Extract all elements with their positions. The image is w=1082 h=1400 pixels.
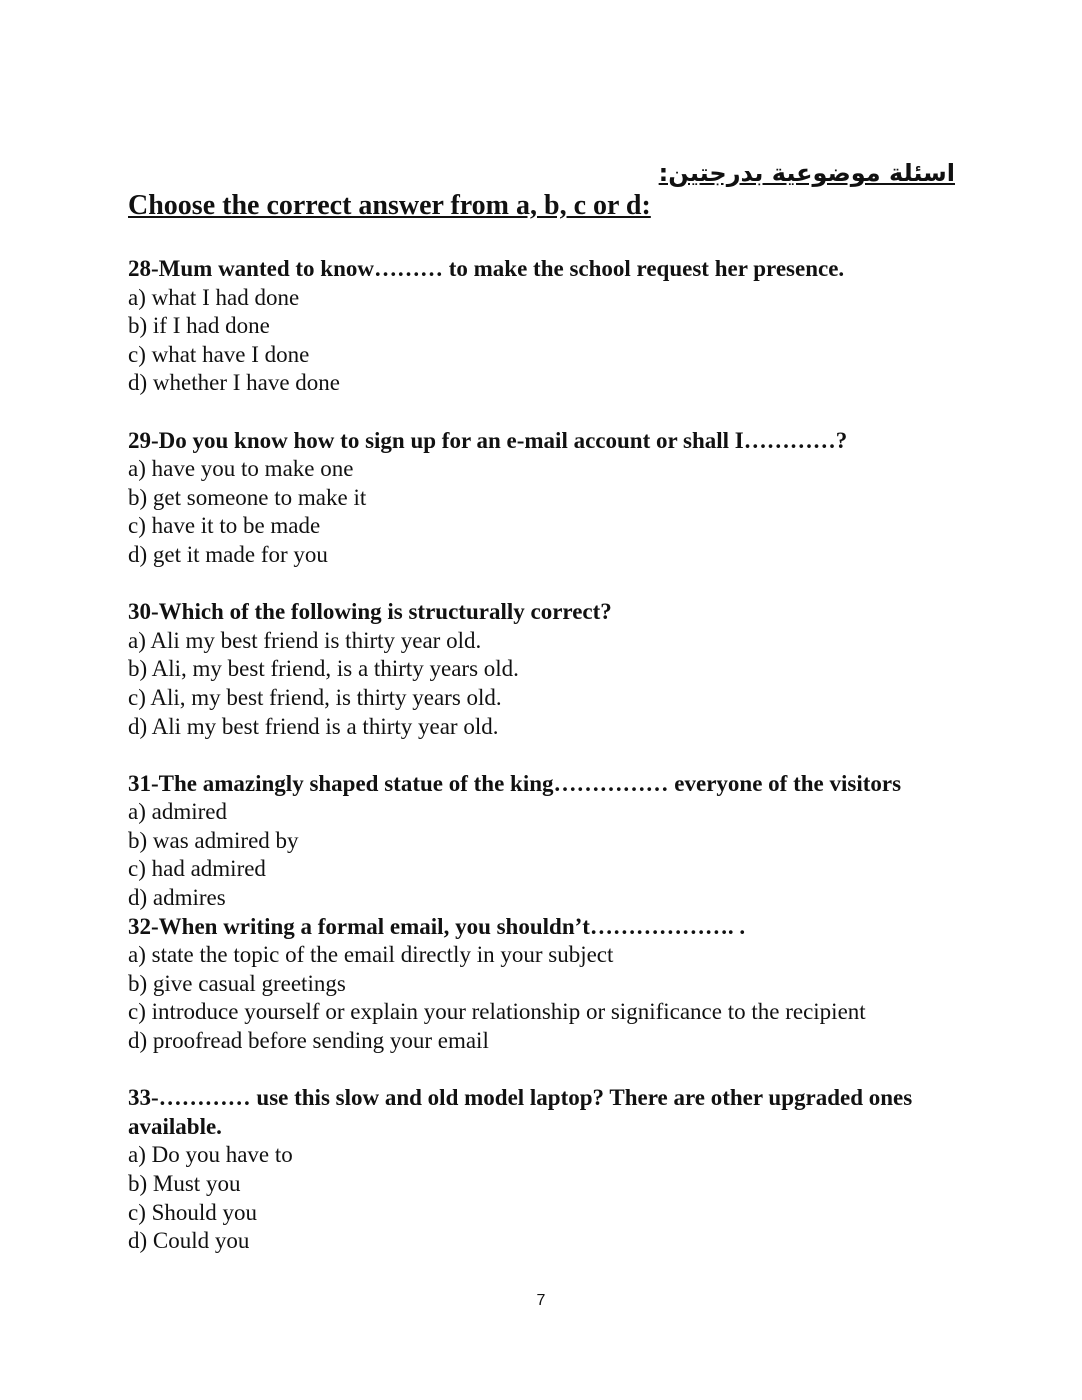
option-c: c) Ali, my best friend, is thirty years old. — [128, 684, 502, 710]
option-c: c) introduce yourself or explain your relationship or significance to the recipient — [128, 999, 866, 1025]
option-c: c) have it to be made — [128, 513, 321, 539]
option-a: a) Ali my best friend is thirty year old. — [128, 627, 482, 653]
question-30 — [128, 598, 958, 741]
option-a: a) state the topic of the email directly in your subject — [128, 942, 614, 968]
instructions-heading: Choose the correct answer from a, b, c or d: — [128, 190, 651, 221]
question-text: 33-………… use this slow and old model laptop? There are other upgraded ones available. — [128, 1085, 913, 1139]
option-c: c) Should you — [128, 1199, 258, 1225]
option-b: b) give casual greetings — [128, 970, 346, 996]
option-d: d) whether I have done — [128, 370, 341, 396]
option-b: b) get someone to make it — [128, 484, 367, 510]
option-c: c) what have I done — [128, 341, 310, 367]
page-number: 7 — [536, 1292, 546, 1309]
question-text: 32-When writing a formal email, you shouldn’t………………. . — [128, 913, 746, 939]
option-b: b) if I had done — [128, 313, 270, 339]
question-28 — [128, 255, 958, 398]
option-d: d) Could you — [128, 1228, 250, 1254]
option-a: a) have you to make one — [128, 456, 354, 482]
questions-list — [128, 255, 958, 1284]
question-29 — [128, 427, 958, 570]
option-b: b) Must you — [128, 1171, 241, 1196]
option-d: d) proofread before sending your email — [128, 1028, 489, 1054]
option-b: b) Ali, my best friend, is a thirty years old. — [128, 656, 519, 682]
option-d: d) get it made for you — [128, 541, 328, 567]
option-a: a) Do you have to — [128, 1142, 293, 1168]
question-32 — [128, 913, 958, 1056]
arabic-section-title: اسئلة موضوعية بدرجتين: — [658, 159, 955, 187]
option-d: d) Ali my best friend is a thirty year old. — [128, 713, 499, 739]
option-c: c) had admired — [128, 856, 266, 882]
option-d: d) admires — [128, 885, 226, 911]
option-b: b) was admired by — [128, 827, 299, 853]
question-33 — [128, 1084, 958, 1256]
option-a: a) admired — [128, 799, 227, 825]
question-text: 30-Which of the following is structurally correct? — [128, 599, 612, 625]
question-31 — [128, 770, 958, 913]
option-a: a) what I had done — [128, 284, 300, 310]
question-text: 29-Do you know how to sign up for an e-mail account or shall I…………? — [128, 427, 848, 453]
question-text: 28-Mum wanted to know……… to make the school request her presence. — [128, 256, 845, 281]
question-text: 31-The amazingly shaped statue of the king…………… everyone of the visitors — [128, 770, 902, 796]
